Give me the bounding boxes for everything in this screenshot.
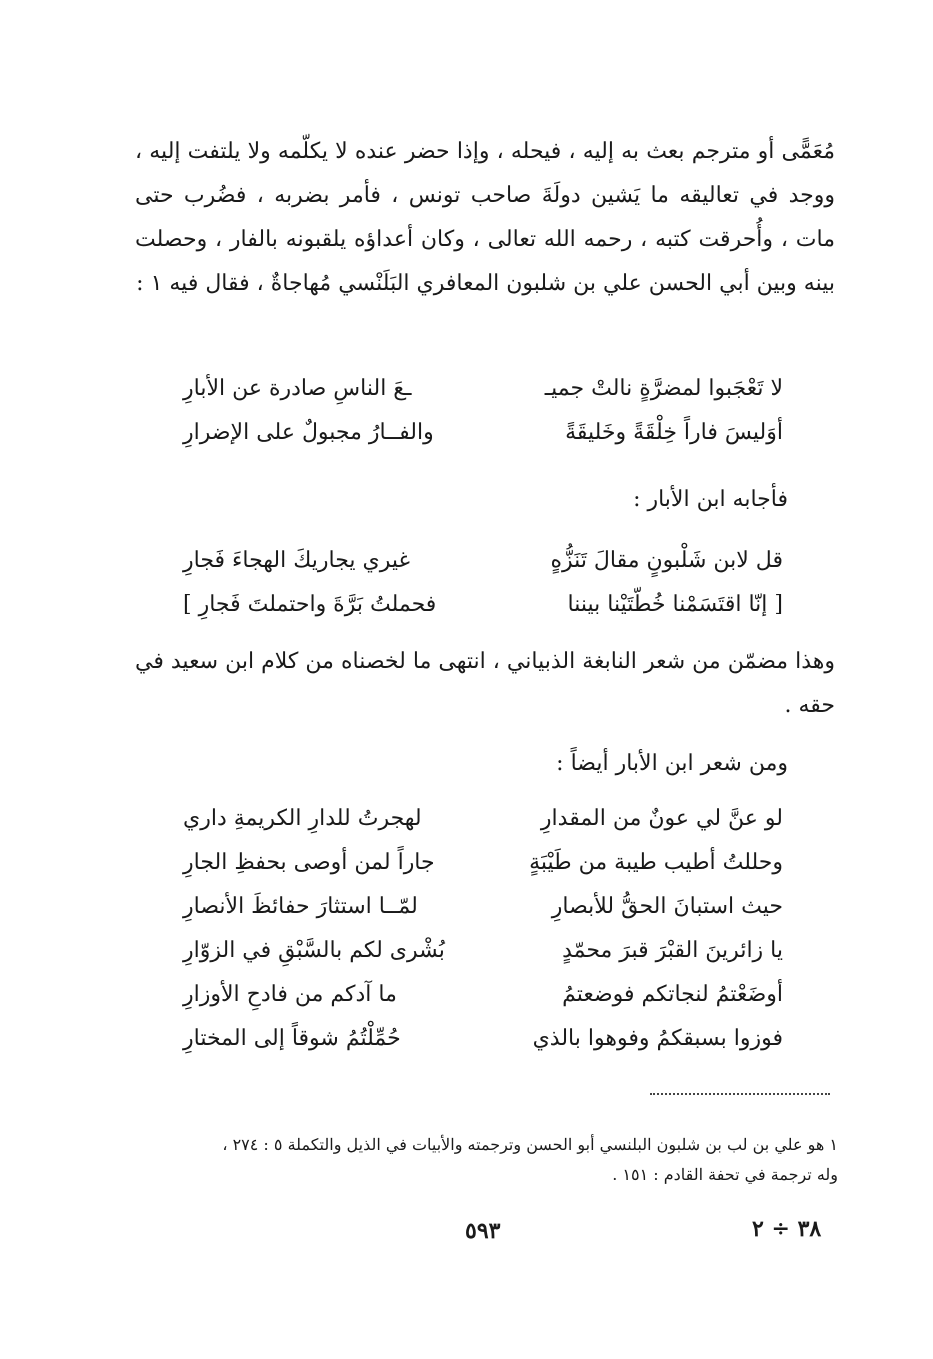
hemistich-first: فوزوا بسبقكمُ وفوهوا بالذي — [532, 1025, 783, 1051]
hemistich-second: جاراً لمن أوصى بحفظِ الجارِ — [183, 849, 435, 875]
hemistich-first: وحللتُ أطيب طيبة من طَيْبَةٍ — [529, 849, 783, 875]
paragraph-source-note: وهذا مضمّن من شعر النابغة الذبياني ، انتهى ما لخصناه من كلام ابن سعيد في حقه . — [135, 649, 835, 718]
hemistich-second: ـعَ الناسِ صادرة عن الأبارِ — [183, 375, 412, 401]
printer-signature-mark: ٣٨ ÷ ٢ — [752, 1216, 822, 1242]
hemistich-first: أوضَعْتمُ لنجاتكم فوضعتمُ — [562, 981, 783, 1007]
poem-ibn-shalbun — [183, 366, 783, 454]
hemistich-second: والفــارُ مجبولٌ على الإضرارِ — [183, 419, 434, 445]
hemistich-second: حُمِّلْتُمُ شوقاً إلى المختارِ — [183, 1025, 401, 1051]
footnotes — [138, 1130, 838, 1190]
hemistich-second: بُشْرى لكم بالسَّبْقِ في الزوّارِ — [183, 937, 445, 963]
paragraph-opening: مُعَمًّى أو مترجم بعث به إليه ، فيحله ، وإذا حضر عنده لا يكلّمه ولا يلتفت إليه ، ووجد في تعاليقه ما يَشين دولَةَ صاحب تونس ، فأمر بضربه ، فضُرب حتى مات ، وأُحرقت كتبه ، رحمه الله تعالى ، وكان أعداؤه يلقبونه بالفار ، وحصلت بينه وبين أبي الحسن علي بن شلبون المعافري البَلَنْسي مُهاجاةٌ ، فقال فيه ١ : — [135, 139, 835, 296]
hemistich-first: [ إنّا اقتَسَمْنا خُطّتَيْنا بيننا — [567, 591, 783, 617]
poem-reply — [183, 538, 783, 626]
verse-line — [183, 582, 783, 626]
hemistich-first: يا زائرينَ القبْرَ قبرَ محمّدٍ — [562, 937, 783, 963]
verse-line — [183, 840, 783, 884]
hemistich-first: حيث استبانَ الحقُّ للأبصارِ — [551, 893, 783, 919]
verse-line — [183, 366, 783, 410]
intro-more-poetry: ومن شعر ابن الأبار أيضاً : — [556, 751, 788, 776]
footnote-separator — [650, 1093, 830, 1095]
hemistich-second: لمّــا استثارَ حفائظَ الأنصارِ — [183, 893, 418, 919]
intro-reply: فأجابه ابن الأبار : — [633, 487, 788, 512]
verse-line — [183, 972, 783, 1016]
hemistich-second: فحملتُ بَرَّةَ واحتملتَ فَجارِ ] — [183, 591, 437, 617]
footnote-line: وله ترجمة في تحفة القادم : ١٥١ . — [612, 1165, 838, 1184]
verse-line — [183, 538, 783, 582]
verse-line — [183, 884, 783, 928]
verse-line — [183, 410, 783, 454]
verse-line — [183, 928, 783, 972]
page-number: ٥٩٣ — [465, 1218, 501, 1244]
footnote-line: ١ هو علي بن لب بن شلبون البلنسي أبو الحسن وترجمته والأبيات في الذيل والتكملة ٥ : ٢٧٤ ، — [222, 1135, 838, 1154]
hemistich-second: لهجرتُ للدارِ الكريمةِ داري — [183, 805, 422, 831]
hemistich-second: غيري يجاريكَ الهجاءَ فَجارِ — [183, 547, 411, 573]
hemistich-first: قل لابن شَلْبونٍ مقالَ تَنَزُّهٍ — [550, 547, 783, 573]
hemistich-second: ما آدكم من فادحِ الأوزارِ — [183, 981, 397, 1007]
hemistich-first: لو عنَّ لي عونٌ من المقدارِ — [540, 805, 783, 831]
hemistich-first: أوَليسَ فاراً خِلْقَةً وخَليقَةً — [565, 419, 783, 445]
verse-line — [183, 1016, 783, 1060]
verse-line — [183, 796, 783, 840]
hemistich-first: لا تَعْجَبوا لمضرَّةٍ نالتْ جميـ — [544, 375, 783, 401]
poem-ibn-al-abbar — [183, 796, 783, 1060]
